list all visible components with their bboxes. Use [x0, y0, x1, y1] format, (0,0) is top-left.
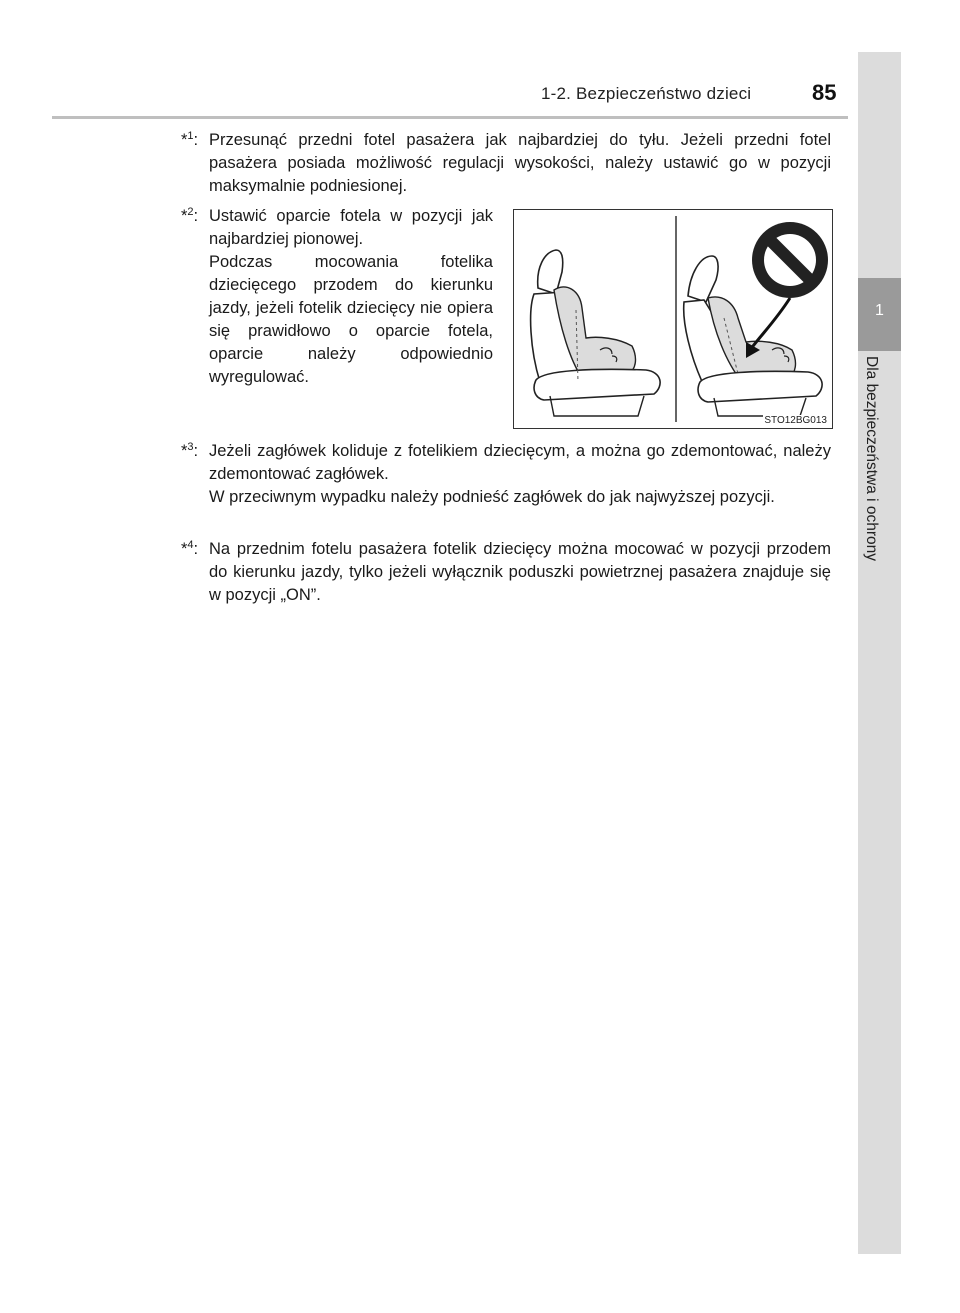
note-2-text-a: Ustawić oparcie fotela w pozycji jak najbardziej pionowej.: [209, 207, 493, 248]
note-2: [181, 205, 493, 389]
figure-code: STO12BG013: [764, 415, 827, 426]
chapter-title: Dla bezpieczeństwa i ochrony: [863, 356, 880, 562]
note-1: [181, 129, 831, 198]
note-4: [181, 538, 831, 607]
note-2-text-b: Podczas mocowania fotelika dziecięcego przodem do kierunku jazdy, jeżeli fotelik dziecięcy nie opiera się prawidłowo o oparcie fotela, oparcie należy odpowiednio wyregulować.: [209, 253, 493, 386]
note-3-text-b: W przeciwnym wypadku należy podnieść zagłówek do jak najwyższej pozycji.: [209, 488, 775, 506]
seat-adjustment-figure: [513, 209, 833, 429]
note-4-text: Na przednim fotelu pasażera fotelik dziecięcy można mocować w pozycji przodem do kierunku jazdy, tylko jeżeli wyłącznik poduszki powietrznej pasażera znajduje się w pozycji „ON”.: [209, 540, 831, 604]
note-marker: *$^4$:: [181, 539, 199, 558]
seat-with-child-seat-icon: [531, 250, 660, 416]
note-marker: *$^2$:: [181, 206, 199, 225]
note-3-text-a: Jeżeli zagłówek koliduje z fotelikiem dziecięcym, a można go zdemontować, należy zdemontować zagłówek.: [209, 442, 831, 483]
prohibition-icon: [752, 222, 828, 298]
note-1-text: Przesunąć przedni fotel pasażera jak najbardziej do tyłu. Jeżeli przedni fotel pasażera posiada możliwość regulacji wysokości, należy ustawić go w pozycji maksymalnie podniesionej.: [209, 131, 831, 195]
seat-illustration: [514, 210, 831, 427]
note-marker: *$^1$:: [181, 130, 199, 149]
section-title: 1-2. Bezpieczeństwo dzieci: [541, 84, 752, 103]
chapter-side-tab: [858, 52, 901, 1254]
note-marker: *$^3$:: [181, 441, 199, 460]
page-number: 85: [812, 80, 837, 105]
chapter-number: 1: [875, 302, 884, 319]
header-divider: [52, 116, 848, 119]
note-3: [181, 440, 831, 509]
